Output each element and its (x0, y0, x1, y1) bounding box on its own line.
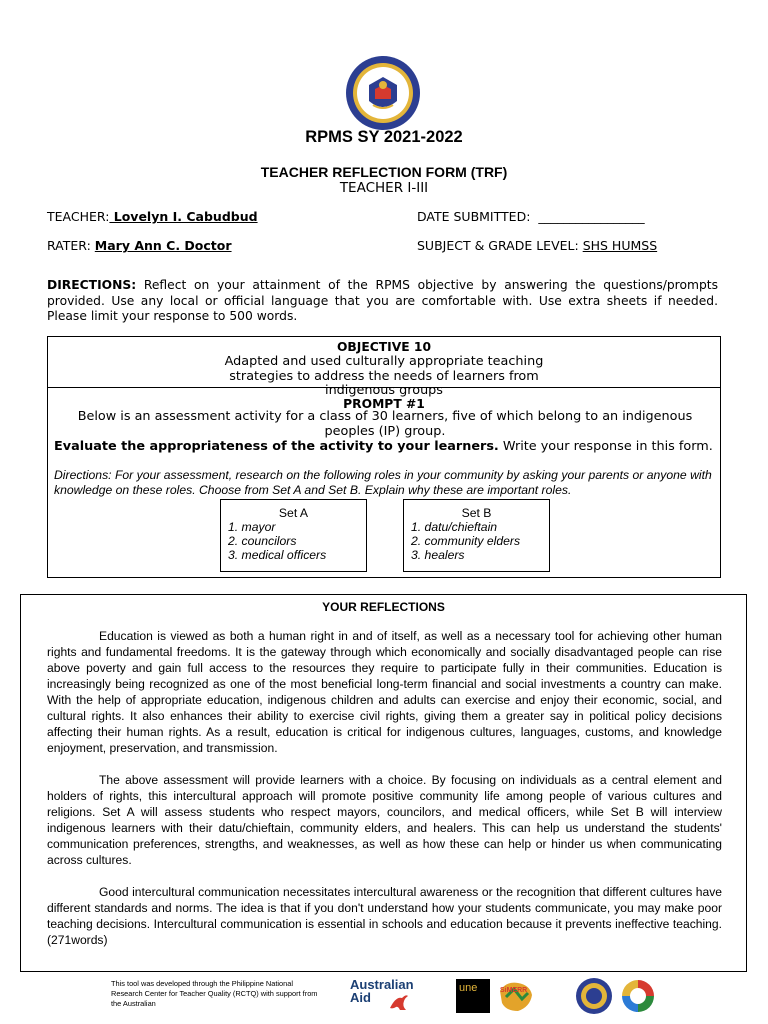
prompt-box (47, 387, 721, 578)
rater-label: RATER: (47, 238, 91, 253)
prompt-eval-bold: Evaluate the appropriateness of the activity to your learners. (54, 439, 499, 454)
reflections-box (20, 594, 747, 972)
objective-heading: OBJECTIVE 10 (336, 340, 432, 354)
set-a-item: 1. mayor (228, 520, 276, 534)
directions (47, 278, 718, 325)
subject-label: SUBJECT & GRADE LEVEL: (417, 238, 579, 253)
reflections-heading: YOUR REFLECTIONS (322, 600, 445, 614)
set-a-title: Set A (278, 506, 309, 520)
objective-text: Adapted and used culturally appropriate teaching strategies to address the needs of learners from indigenous groups (224, 354, 544, 398)
reflections-body (47, 628, 722, 964)
teacher-label: TEACHER: (47, 209, 110, 224)
date-label: DATE SUBMITTED: (417, 209, 531, 224)
kangaroo-icon (388, 992, 410, 1012)
aus-aid-line1: Australian (350, 977, 414, 992)
subject-value: SHS HUMSS (582, 238, 658, 253)
rater-field (47, 238, 232, 253)
smerr-text: SiMERR (500, 987, 528, 994)
teacher-value: Lovelyn I. Cabudbud (109, 209, 258, 224)
prompt-intro: Below is an assessment activity for a class of 30 learners, five of which belong to an indigenous peoples (IP) group. (77, 409, 693, 439)
directions-text: Reflect on your attainment of the RPMS objective by answering the questions/prompts provided. Use any local or official language that you are comfortable with. Use extra sheets if needed. Please limit your response to 500 words. (47, 278, 718, 323)
aus-aid-line2: Aid (350, 990, 371, 1005)
set-b-box (403, 499, 550, 572)
form-title: TEACHER REFLECTION FORM (TRF) (260, 164, 508, 180)
set-a-item: 3. medical officers (228, 548, 327, 562)
subject-field (417, 238, 657, 253)
form-level: TEACHER I-III (339, 180, 429, 196)
une-logo (456, 979, 490, 1013)
prompt-directions: Directions: For your assessment, research on the following roles in your community by asking your parents or anyone with knowledge on these roles. Choose from Set A and Set B. Explain why these are important roles. (54, 468, 712, 497)
reflection-paragraph: Good intercultural communication necessitates intercultural awareness or the recognition that different cultures have different standards and norms. The idea is that if you don't understand how your students communicate, you may make poor teaching decisions. Intercultural communication is essential in schools and education because it prevents ineffective teaching. (271words) (47, 885, 722, 947)
footer-note: This tool was developed through the Philippine National Research Center for Teacher Quality (RCTQ) with support from the Australian (111, 979, 318, 1008)
date-field (417, 209, 645, 224)
prompt-heading: PROMPT #1 (343, 397, 425, 411)
set-a-item: 2. councilors (228, 534, 297, 548)
partner-seal-logo (575, 977, 613, 1015)
set-b-item: 3. healers (411, 548, 465, 562)
date-value: _________________ (538, 209, 645, 224)
reflection-paragraph: Education is viewed as both a human right in and of itself, as well as a necessary tool for achieving other human rights and fundamental freedoms. It is the gateway through which economically and socially disadvantaged people can rise above poverty and gain full access to the resources they require to participate fully in their communities. Education is increasingly being recognized as one of the most beneficial long-term financial and social investments a country can make. With the help of appropriate education, indigenous children and adults can exercise and enjoy their economic, social, and cultural rights. It also enhances their ability to exercise civil rights, giving them a greater say in political policy decisions affecting their human rights. As a result, education is critical for indigenous cultures, languages, customs, and knowledge enjoyment, preservation, and transmission. (47, 629, 722, 755)
set-b-item: 2. community elders (411, 534, 521, 548)
reflection-paragraph: The above assessment will provide learners with a choice. By focusing on individuals as a central element and holders of rights, this intercultural approach will promote positive community life among people of various cultures and religions. Set A will assess students who respect mayors, councilors, and medical officers, while Set B will interview indigenous learners with their datu/chieftain, community elders, and healers. This can help us understand the students' communication preferences, strengths, and weaknesses, as well as how these can help or hinder us when communicating across cultures. (47, 773, 722, 867)
teacher-field (47, 209, 258, 224)
smerr-logo (496, 977, 536, 1015)
directions-label: DIRECTIONS: (47, 278, 137, 292)
une-text: une (459, 982, 478, 994)
prompt-eval (54, 439, 713, 454)
set-b-item: 1. datu/chieftain (411, 520, 498, 534)
deped-seal-logo (345, 55, 421, 131)
rater-value: Mary Ann C. Doctor (94, 238, 232, 253)
set-a-box (220, 499, 367, 572)
prompt-eval-rest: Write your response in this form. (498, 439, 713, 454)
partner-swirl-logo (619, 977, 657, 1015)
page-title: RPMS SY 2021-2022 (305, 128, 463, 146)
set-b-title: Set B (461, 506, 492, 520)
objective-box (47, 336, 721, 398)
